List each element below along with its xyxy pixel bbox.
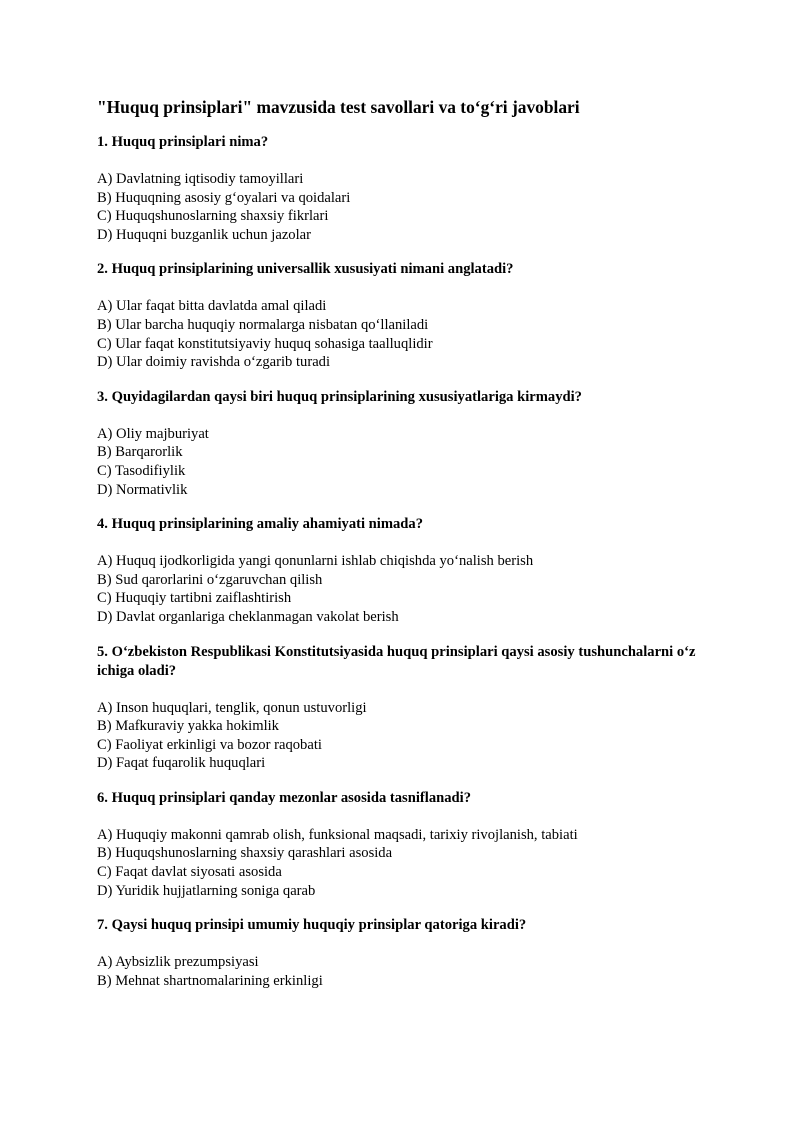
answer-option: D) Normativlik (97, 481, 188, 498)
question-block (97, 388, 717, 499)
answer-option: B) Sud qarorlarini o‘zgaruvchan qilish (97, 571, 323, 588)
answer-options (97, 297, 717, 371)
answer-option: B) Huquqshunoslarning shaxsiy qarashlari asosida (97, 845, 393, 862)
answer-option: A) Inson huquqlari, tenglik, qonun ustuvorligi (97, 699, 367, 716)
question-text: 7. Qaysi huquq prinsipi umumiy huquqiy prinsiplar qatoriga kiradi? (97, 917, 527, 934)
document-title: "Huquq prinsiplari" mavzusida test savollari va to‘g‘ri javoblari (97, 97, 580, 117)
answer-option: B) Ular barcha huquqiy normalarga nisbatan qo‘llaniladi (97, 316, 429, 333)
answer-option: A) Davlatning iqtisodiy tamoyillari (97, 171, 304, 187)
answer-options (97, 552, 717, 626)
answer-options (97, 826, 717, 900)
question-list (97, 133, 717, 990)
answer-option: C) Huquqiy tartibni zaiflashtirish (97, 590, 292, 607)
answer-option: A) Aybsizlik prezumpsiyasi (97, 954, 259, 971)
answer-options (97, 699, 717, 773)
question-block (97, 789, 717, 900)
answer-option: D) Davlat organlariga cheklanmagan vakolat berish (97, 608, 399, 625)
question-text: 2. Huquq prinsiplarining universallik xususiyati nimani anglatadi? (97, 261, 514, 278)
answer-option: D) Ular doimiy ravishda o‘zgarib turadi (97, 354, 331, 371)
question-block (97, 133, 717, 244)
question-text: 6. Huquq prinsiplari qanday mezonlar asosida tasniflanadi? (97, 789, 472, 806)
question-text: 5. O‘zbekiston Respublikasi Konstitutsiyasida huquq prinsiplari qaysi asosiy tushunchalarni o‘z ichiga oladi? (97, 643, 696, 679)
answer-option: B) Mehnat shartnomalarining erkinligi (97, 972, 323, 989)
question-text: 1. Huquq prinsiplari nima? (97, 134, 269, 150)
question-text: 4. Huquq prinsiplarining amaliy ahamiyati nimada? (97, 516, 424, 533)
answer-option: B) Mafkuraviy yakka hokimlik (97, 718, 279, 735)
answer-option: C) Huquqshunoslarning shaxsiy fikrlari (97, 208, 329, 225)
answer-options (97, 425, 717, 499)
answer-option: C) Tasodifiylik (97, 462, 186, 479)
answer-option: B) Barqarorlik (97, 444, 183, 461)
answer-option: A) Huquq ijodkorligida yangi qonunlarni ishlab chiqishda yo‘nalish berish (97, 553, 534, 570)
answer-option: D) Huquqni buzganlik uchun jazolar (97, 226, 311, 243)
answer-option: A) Ular faqat bitta davlatda amal qiladi (97, 298, 327, 315)
answer-option: C) Faqat davlat siyosati asosida (97, 864, 282, 881)
question-text: 3. Quyidagilardan qaysi biri huquq prinsiplarining xususiyatlariga kirmaydi? (97, 388, 582, 405)
answer-option: A) Huquqiy makonni qamrab olish, funksional maqsadi, tarixiy rivojlanish, tabiati (97, 826, 578, 843)
question-block (97, 260, 717, 371)
answer-option: C) Ular faqat konstitutsiyaviy huquq sohasiga taalluqlidir (97, 335, 433, 352)
answer-option: C) Faoliyat erkinligi va bozor raqobati (97, 736, 322, 753)
document-page (97, 96, 717, 1006)
answer-options (97, 170, 717, 244)
answer-option: D) Faqat fuqarolik huquqlari (97, 755, 266, 772)
question-block (97, 916, 717, 990)
question-block (97, 515, 717, 626)
answer-options (97, 953, 717, 990)
question-block (97, 643, 717, 773)
answer-option: B) Huquqning asosiy g‘oyalari va qoidalari (97, 189, 351, 206)
answer-option: D) Yuridik hujjatlarning soniga qarab (97, 882, 316, 899)
answer-option: A) Oliy majburiyat (97, 425, 209, 442)
